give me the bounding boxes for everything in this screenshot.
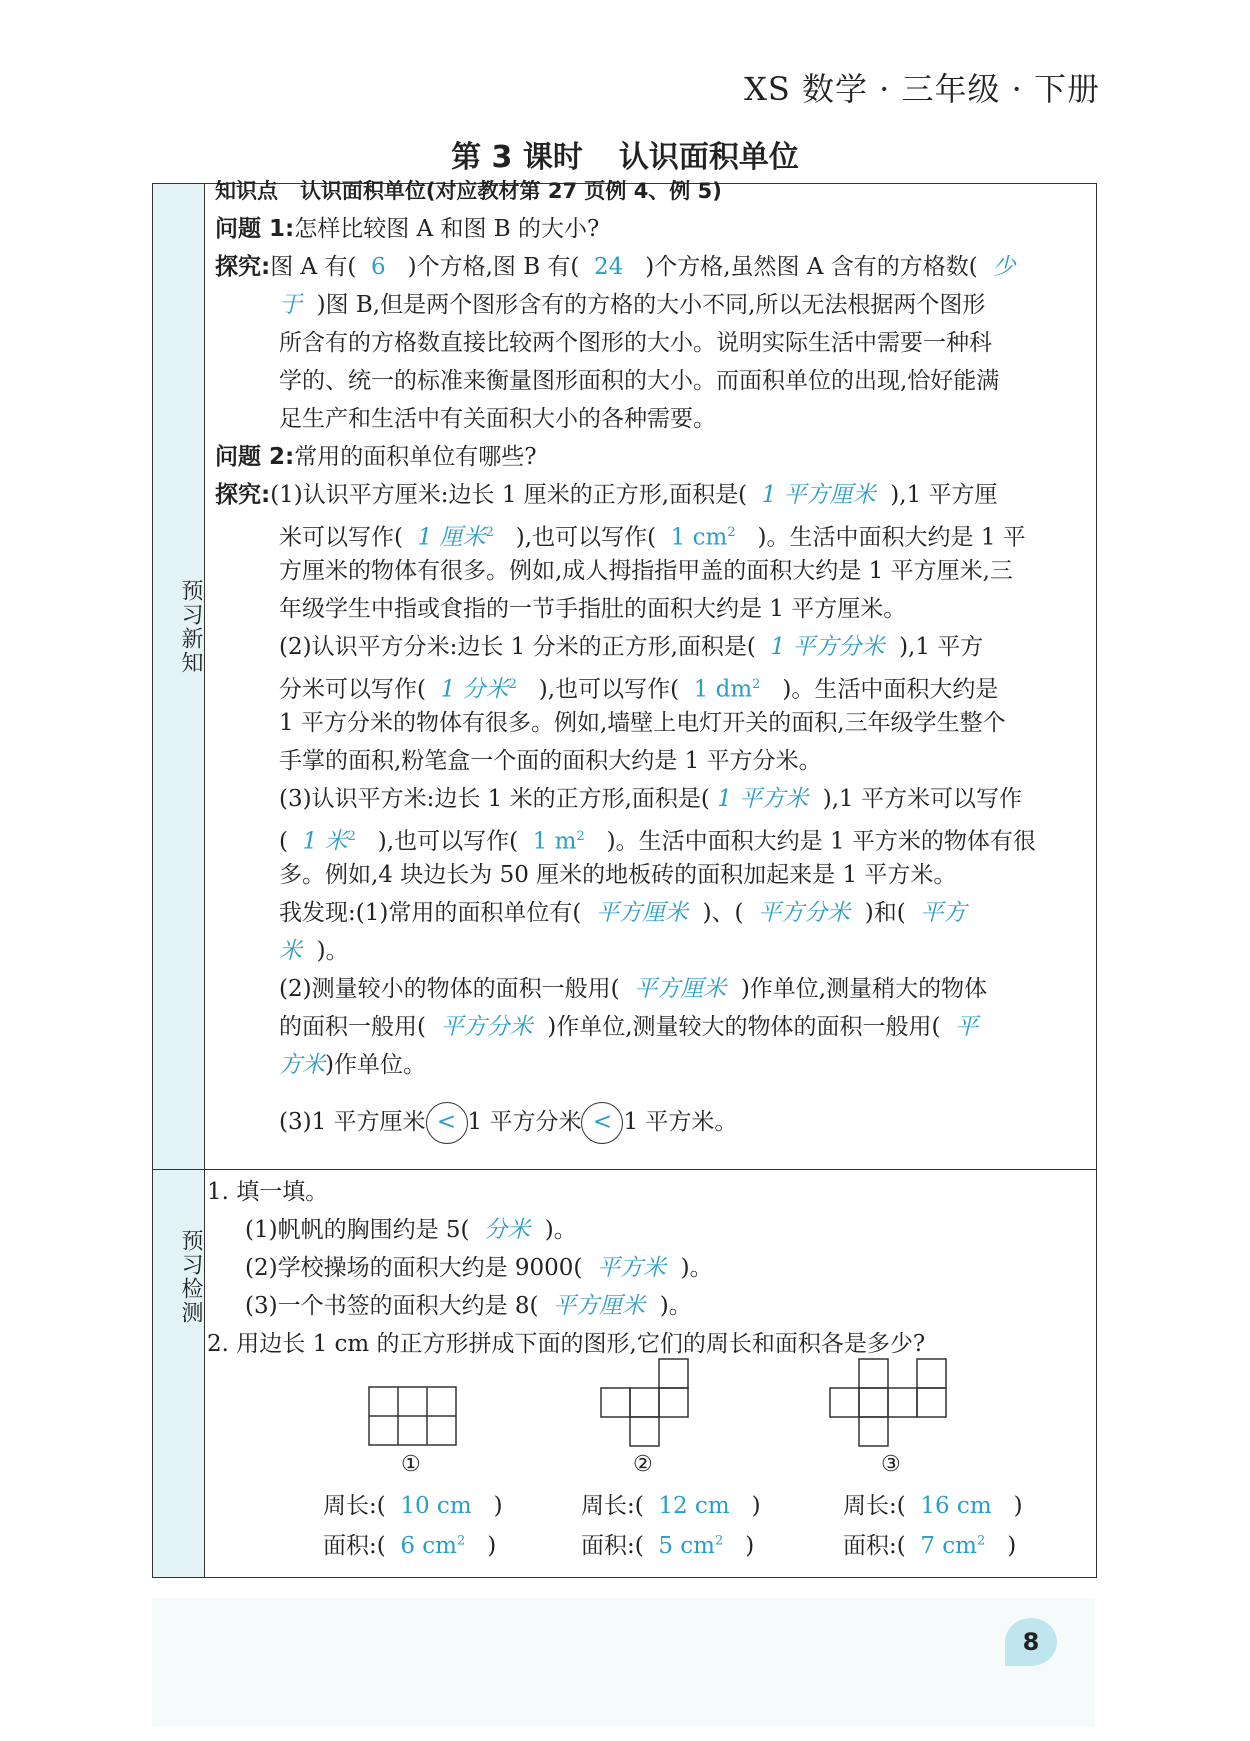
compare-circle-2: < [581,1102,623,1144]
explore-dm-line-2: 分米可以写作( 1 分米$^2$ ),也可以写作( 1 $dm^2$ )。生活中面积大约是 [279,676,999,703]
figure-3-perimeter: 周长:( 16 cm ) [843,1493,1023,1519]
finding-line-5: 方米)作单位。 [279,1052,426,1078]
figure-2-area: 面积:( 5 $cm^2$ ) [581,1533,755,1559]
finding-line-4: 的面积一般用( 平方分米 )作单位,测量较大的物体的面积一般用( 平 [279,1014,979,1040]
footer-band [152,1598,1095,1726]
question-1: 问题 1:怎样比较图 A 和图 B 的大小? [215,216,600,242]
explore-dm-line-3: 1 平方分米的物体有很多。例如,墙壁上电灯开关的面积,三年级学生整个 [279,710,1006,736]
figure-1-perimeter: 周长:( 10 cm ) [323,1493,503,1519]
figure-2-grid [600,1358,690,1448]
knowledge-point: 知识点 认识面积单位(对应教材第 27 页例 4、例 5) [215,179,722,203]
finding-line-2: 米 )。 [279,938,349,964]
explore-cm-line-2: 米可以写作( 1 厘米$^2$ ),也可以写作( 1 $cm^2$ )。生活中面积大约是 1 平 [279,524,1026,551]
finding-line-1: 我发现:(1)常用的面积单位有( 平方厘米 )、( 平方分米 )和( 平方 [279,900,967,926]
figure-3-area: 面积:( 7 $cm^2$ ) [843,1533,1017,1559]
task-2-title: 2. 用边长 1 cm 的正方形拼成下面的图形,它们的周长和面积各是多少? [207,1331,926,1357]
figure-1-grid [368,1386,458,1446]
section-label-preview: 预习新知 [178,579,203,675]
explore-cm-line-4: 年级学生中指或食指的一节手指肚的面积大约是 1 平方厘米。 [279,596,907,622]
task-1-item-1: (1)帆帆的胸围约是 5( 分米 )。 [245,1217,577,1243]
figure-3-label: ③ [881,1452,901,1477]
task-1-item-2: (2)学校操场的面积大约是 9000( 平方米 )。 [245,1255,713,1281]
figure-1-area: 面积:( 6 $cm^2$ ) [323,1533,497,1559]
section-divider [153,1169,1096,1170]
explore-m-line-1: (3)认识平方米:边长 1 米的正方形,面积是( 1 平方米 ),1 平方米可以写作 [279,786,1022,812]
worksheet-table [152,179,1097,1578]
section-label-check: 预习检测 [178,1229,203,1325]
figure-2-label: ② [633,1452,653,1477]
explore-1-line-3: 所含有的方格数直接比较两个图形的大小。说明实际生活中需要一种科 [279,330,992,356]
explore-1-line-1: 探究:图 A 有( 6 )个方格,图 B 有( 24 )个方格,虽然图 A 含有的方格数( 少 [215,254,1016,280]
lesson-number: 第 3 课时 [451,140,583,175]
explore-1-line-5: 足生产和生活中有关面积大小的各种需要。 [279,406,716,432]
lesson-name: 认识面积单位 [618,140,799,175]
section-sidebar [153,184,205,1577]
compare-line: (3)1 平方厘米 < 1 平方分米 < 1 平方米。 [279,1102,737,1140]
compare-circle-1: < [426,1102,468,1144]
figure-1-label: ① [401,1452,421,1477]
figure-3-grid [829,1358,949,1448]
task-1-item-3: (3)一个书签的面积大约是 8( 平方厘米 )。 [245,1293,692,1319]
page-number: 8 [1005,1618,1057,1666]
book-header: XS 数学 · 三年级 · 下册 [744,70,1100,108]
explore-m-line-3: 多。例如,4 块边长为 50 厘米的地板砖的面积加起来是 1 平方米。 [279,862,957,888]
explore-cm-line-3: 方厘米的物体有很多。例如,成人拇指指甲盖的面积大约是 1 平方厘米,三 [279,558,1013,584]
explore-m-line-2: ( 1 米$^2$ ),也可以写作( 1 $m^2$ )。生活中面积大约是 1 平方米的物体有很 [279,828,1036,855]
explore-dm-line-4: 手掌的面积,粉笔盒一个面的面积大约是 1 平方分米。 [279,748,822,774]
explore-cm-line-1: 探究:(1)认识平方厘米:边长 1 厘米的正方形,面积是( 1 平方厘米 ),1 平方厘 [215,482,998,508]
explore-dm-line-1: (2)认识平方分米:边长 1 分米的正方形,面积是( 1 平方分米 ),1 平方 [279,634,984,660]
figure-2-perimeter: 周长:( 12 cm ) [581,1493,761,1519]
explore-1-line-2: 于 )图 B,但是两个图形含有的方格的大小不同,所以无法根据两个图形 [279,292,986,318]
finding-line-3: (2)测量较小的物体的面积一般用( 平方厘米 )作单位,测量稍大的物体 [279,976,988,1002]
page-title [0,132,1250,176]
task-1-title: 1. 填一填。 [207,1179,329,1205]
question-2: 问题 2:常用的面积单位有哪些? [215,444,537,470]
explore-1-line-4: 学的、统一的标准来衡量图形面积的大小。而面积单位的出现,恰好能满 [279,368,1000,394]
